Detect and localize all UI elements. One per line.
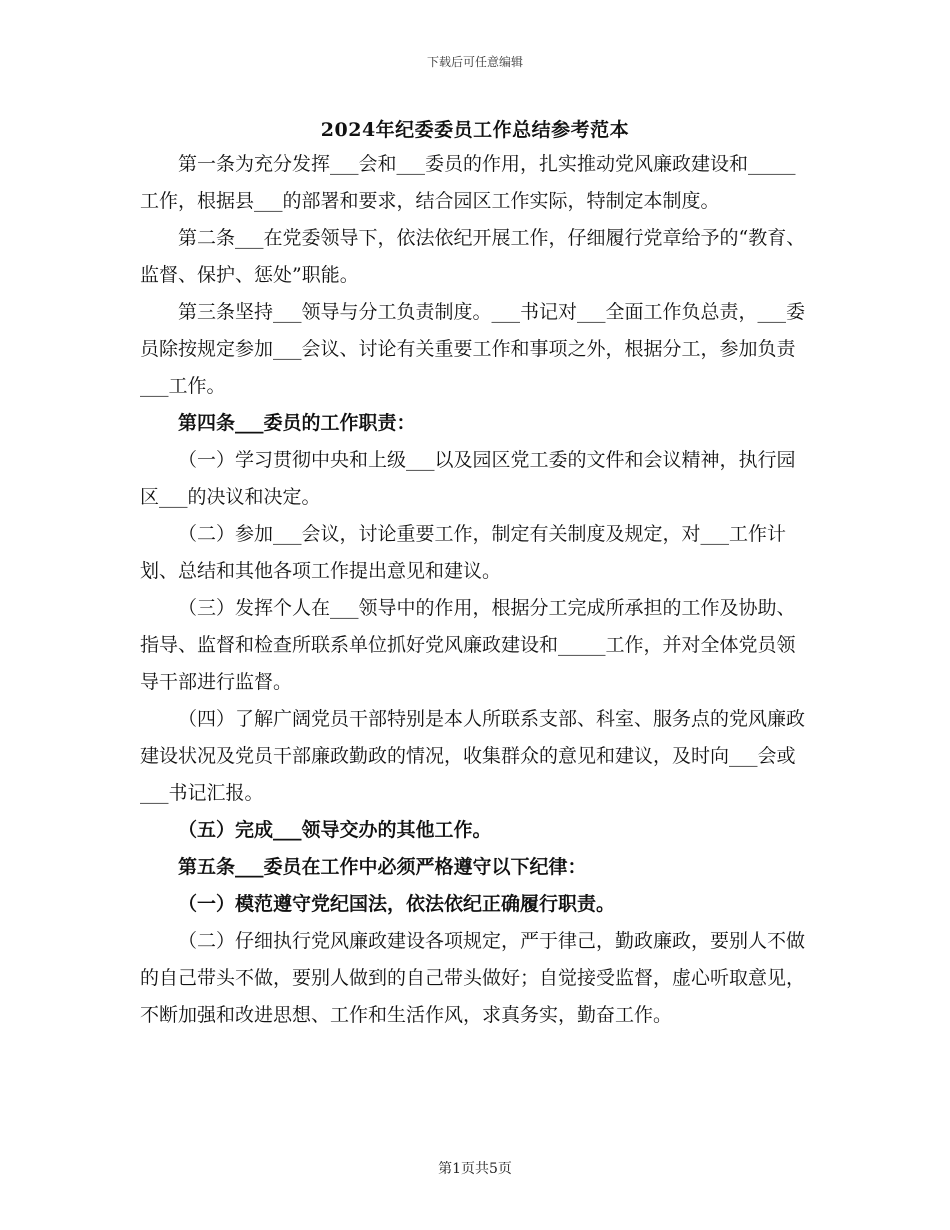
paragraph-duty-4: （四）了解广阔党员干部特别是本人所联系支部、科室、服务点的党风廉政建设状况及党员干部廉政勤政的情况，收集群众的意见和建议，及时向___会或___书记汇报。 — [140, 708, 806, 804]
paragraph-article-2: 第二条___在党委领导下，依法依纪开展工作，仔细履行党章给予的“教育、监督、保护、惩处”职能。 — [140, 227, 806, 286]
paragraph-article-1: 第一条为充分发挥___会和___委员的作用，扎实推动党风廉政建设和_____工作，根据县___的部署和要求，结合园区工作实际，特制定本制度。 — [140, 153, 796, 212]
paragraph-duty-1: （一）学习贯彻中央和上级___以及园区党工委的文件和会议精神，执行园区___的决议和决定。 — [140, 449, 796, 508]
document-body — [140, 146, 810, 1034]
page-header-note: 下载后可任意编辑 — [426, 55, 523, 69]
paragraph-discipline-2: （二）仔细执行党风廉政建设各项规定，严于律己，勤政廉政，要别人不做的自己带头不做，要别人做到的自己带头做好；自觉接受监督，虚心听取意见，不断加强和改进思想、工作和生活作风，求真务实，勤奋工作。 — [140, 930, 806, 1026]
page-number-footer: 第1页共5页 — [438, 1161, 512, 1177]
document-title: 2024年纪委委员工作总结参考范本 — [320, 119, 630, 141]
paragraph-duty-2: （二）参加___会议，讨论重要工作，制定有关制度及规定，对___工作计划、总结和其他各项工作提出意见和建议。 — [140, 523, 787, 582]
paragraph-article-4-heading: 第四条___委员的工作职责： — [178, 412, 416, 434]
paragraph-discipline-1: （一）模范遵守党纪国法，依法依纪正确履行职责。 — [178, 893, 616, 915]
paragraph-article-5-heading: 第五条___委员在工作中必须严格遵守以下纪律： — [178, 856, 587, 878]
paragraph-duty-3: （三）发挥个人在___领导中的作用，根据分工完成所承担的工作及协助、指导、监督和检查所联系单位抓好党风廉政建设和_____工作，并对全体党员领导干部进行监督。 — [140, 597, 796, 693]
paragraph-duty-5: （五）完成___领导交办的其他工作。 — [178, 819, 492, 841]
paragraph-article-3: 第三条坚持___领导与分工负责制度。___书记对___全面工作负总责，___委员除按规定参加___会议、讨论有关重要工作和事项之外，根据分工，参加负责___工作。 — [140, 301, 806, 397]
